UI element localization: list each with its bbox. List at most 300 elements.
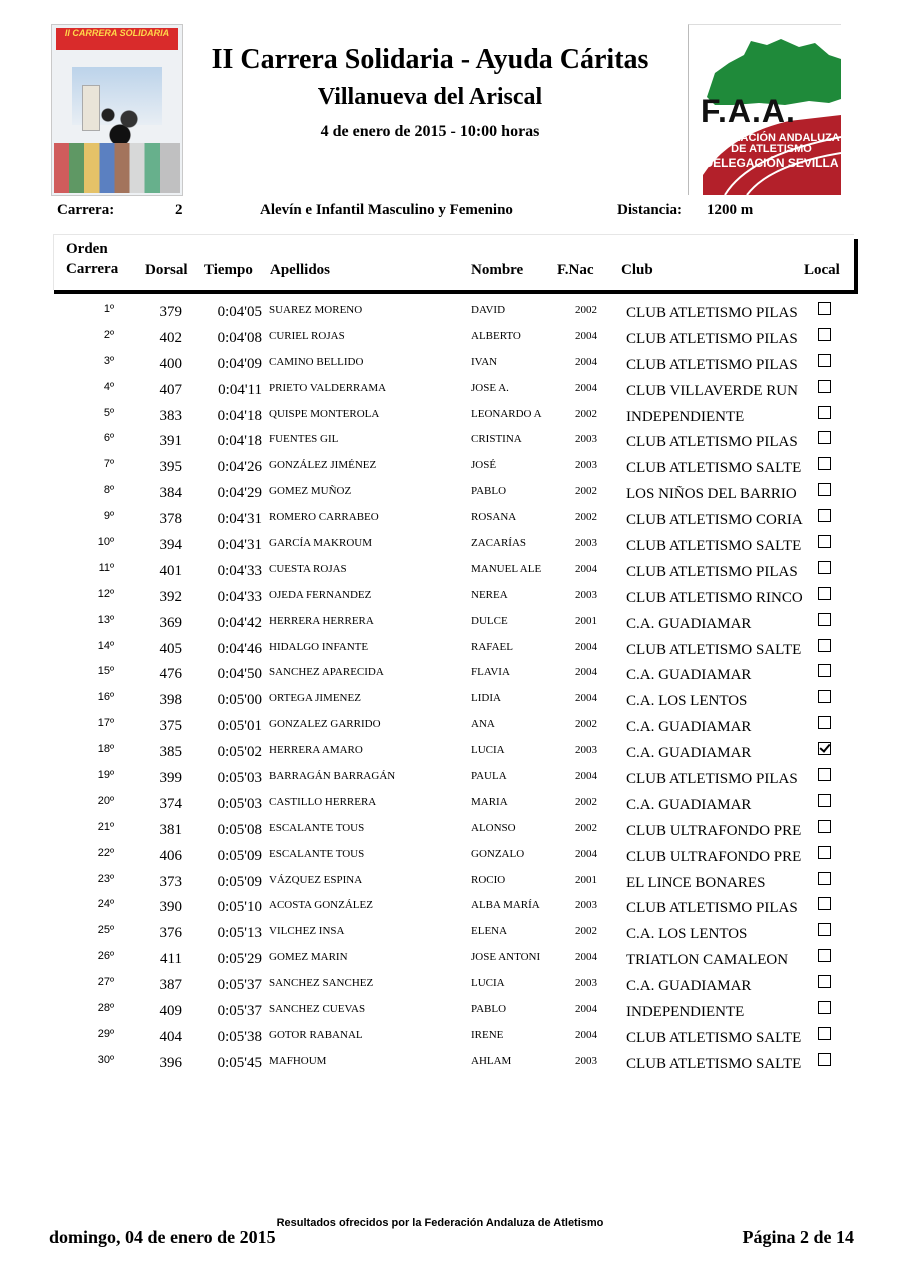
orden-cell: 27º xyxy=(97,976,114,989)
fnac-cell: 2004 xyxy=(575,1028,597,1041)
fnac-cell: 2003 xyxy=(575,977,597,990)
local-checkbox[interactable] xyxy=(818,664,831,677)
tiempo-cell: 0:05'38 xyxy=(217,1028,262,1045)
apellidos-cell: GONZALEZ GARRIDO xyxy=(269,718,381,731)
club-cell: CLUB ATLETISMO PILAS xyxy=(626,434,798,451)
faa-federation-name: FEDERACIÓN ANDALUZA DE ATLETISMO xyxy=(703,132,840,155)
apellidos-cell: PRIETO VALDERRAMA xyxy=(269,381,387,394)
fnac-cell: 2004 xyxy=(575,951,597,964)
tiempo-cell: 0:04'18 xyxy=(217,433,262,450)
orden-cell: 24º xyxy=(97,898,114,911)
dorsal-cell: 396 xyxy=(159,1054,182,1071)
footer-credit: Resultados ofrecidos por la Federación Andaluza de Atletismo xyxy=(276,1217,604,1229)
nombre-cell: ANA xyxy=(471,718,495,731)
fnac-cell: 2003 xyxy=(575,537,597,550)
event-title: II Carrera Solidaria - Ayuda Cáritas xyxy=(211,44,649,75)
carrera-label: Carrera: xyxy=(57,202,115,218)
nombre-cell: NEREA xyxy=(471,588,508,601)
tiempo-cell: 0:04'26 xyxy=(217,459,262,476)
club-cell: CLUB ATLETISMO SALTE xyxy=(626,641,802,658)
table-row xyxy=(0,560,905,586)
apellidos-cell: GONZÁLEZ JIMÉNEZ xyxy=(269,459,377,472)
apellidos-cell: GOMEZ MUÑOZ xyxy=(269,485,352,498)
club-cell: C.A. GUADIAMAR xyxy=(626,796,752,813)
apellidos-cell: MAFHOUM xyxy=(269,1054,327,1067)
orden-cell: 2º xyxy=(103,328,114,341)
fnac-cell: 2003 xyxy=(575,459,597,472)
dorsal-cell: 392 xyxy=(159,588,182,605)
nombre-cell: JOSE A. xyxy=(471,381,509,394)
nombre-cell: IVAN xyxy=(471,355,498,368)
poster-sponsors-grid xyxy=(54,143,180,193)
fnac-cell: 2001 xyxy=(575,614,597,627)
nombre-cell: FLAVIA xyxy=(471,666,510,679)
apellidos-cell: SANCHEZ CUEVAS xyxy=(269,1003,366,1016)
fnac-cell: 2004 xyxy=(575,640,597,653)
tiempo-cell: 0:05'45 xyxy=(217,1054,262,1071)
dorsal-cell: 374 xyxy=(159,795,182,812)
col-club: Club xyxy=(621,262,653,278)
club-cell: CLUB ATLETISMO SALTE xyxy=(626,460,802,477)
club-cell: C.A. LOS LENTOS xyxy=(626,926,748,943)
faa-acronym: F.A.A. xyxy=(701,93,796,129)
table-row xyxy=(0,767,905,793)
apellidos-cell: BARRAGÁN BARRAGÁN xyxy=(269,770,396,783)
dorsal-cell: 399 xyxy=(159,770,182,787)
apellidos-cell: ESCALANTE TOUS xyxy=(269,821,365,834)
nombre-cell: ALONSO xyxy=(471,821,516,834)
apellidos-cell: CURIEL ROJAS xyxy=(269,329,345,342)
local-checkbox[interactable] xyxy=(818,587,831,600)
tiempo-cell: 0:04'42 xyxy=(217,614,262,631)
club-cell: CLUB ULTRAFONDO PRE xyxy=(626,822,802,839)
event-poster-image xyxy=(51,24,183,196)
table-row xyxy=(0,508,905,534)
tiempo-cell: 0:05'10 xyxy=(217,899,262,916)
apellidos-cell: HERRERA HERRERA xyxy=(269,614,374,627)
table-row xyxy=(0,586,905,612)
table-row xyxy=(0,974,905,1000)
orden-cell: 19º xyxy=(97,769,114,782)
tiempo-cell: 0:05'00 xyxy=(217,692,262,709)
nombre-cell: PABLO xyxy=(471,1003,507,1016)
nombre-cell: JOSÉ xyxy=(471,459,497,472)
dorsal-cell: 395 xyxy=(159,459,182,476)
dorsal-cell: 402 xyxy=(159,329,182,346)
nombre-cell: ZACARÍAS xyxy=(471,537,527,550)
table-row xyxy=(0,1026,905,1052)
club-cell: CLUB ATLETISMO PILAS xyxy=(626,900,798,917)
table-row xyxy=(0,663,905,689)
apellidos-cell: ORTEGA JIMENEZ xyxy=(269,692,361,705)
local-checkbox[interactable] xyxy=(818,328,831,341)
fnac-cell: 2003 xyxy=(575,433,597,446)
table-row xyxy=(0,379,905,405)
club-cell: EL LINCE BONARES xyxy=(626,874,766,891)
col-orden-line1: Orden xyxy=(66,241,108,257)
table-row xyxy=(0,922,905,948)
orden-cell: 1º xyxy=(103,303,114,315)
table-row xyxy=(0,741,905,767)
orden-cell: 3º xyxy=(103,354,114,367)
local-checkbox[interactable] xyxy=(818,690,831,703)
dorsal-cell: 384 xyxy=(159,485,182,502)
col-dorsal: Dorsal xyxy=(145,262,188,278)
event-date-time: 4 de enero de 2015 - 10:00 horas xyxy=(320,123,540,140)
apellidos-cell: GOMEZ MARIN xyxy=(269,951,348,964)
table-row xyxy=(0,1000,905,1026)
tiempo-cell: 0:04'50 xyxy=(217,666,262,683)
apellidos-cell: CASTILLO HERRERA xyxy=(269,795,377,808)
orden-cell: 11º xyxy=(98,561,114,574)
col-apellidos: Apellidos xyxy=(270,262,331,278)
local-checkbox[interactable] xyxy=(818,872,831,885)
dorsal-cell: 383 xyxy=(159,407,182,424)
dorsal-cell: 401 xyxy=(159,562,182,579)
dorsal-cell: 411 xyxy=(160,951,182,968)
dorsal-cell: 409 xyxy=(159,1003,182,1020)
apellidos-cell: ACOSTA GONZÁLEZ xyxy=(269,899,373,912)
dorsal-cell: 406 xyxy=(159,847,182,864)
table-row xyxy=(0,430,905,456)
results-table-header xyxy=(53,234,854,290)
local-checkbox[interactable] xyxy=(818,639,831,652)
tiempo-cell: 0:05'13 xyxy=(217,925,262,942)
results-list xyxy=(0,301,905,1078)
dorsal-cell: 379 xyxy=(159,304,182,320)
tiempo-cell: 0:05'29 xyxy=(217,951,262,968)
orden-cell: 10º xyxy=(97,536,114,549)
dorsal-cell: 373 xyxy=(159,873,182,890)
tiempo-cell: 0:04'05 xyxy=(217,304,262,320)
orden-cell: 9º xyxy=(103,510,114,523)
table-row xyxy=(0,456,905,482)
club-cell: CLUB VILLAVERDE RUN xyxy=(626,382,798,399)
footer-date: domingo, 04 de enero de 2015 xyxy=(49,1227,276,1247)
fnac-cell: 2002 xyxy=(575,718,597,731)
table-row xyxy=(0,871,905,897)
local-checkbox[interactable] xyxy=(818,561,831,574)
header-shadow-right xyxy=(854,239,858,293)
nombre-cell: MARIA xyxy=(471,795,508,808)
club-cell: TRIATLON CAMALEON xyxy=(626,952,789,969)
dorsal-cell: 391 xyxy=(159,433,182,450)
faa-logo xyxy=(688,24,841,195)
dorsal-cell: 375 xyxy=(159,718,182,735)
local-checkbox[interactable] xyxy=(818,431,831,444)
local-checkbox[interactable] xyxy=(818,535,831,548)
tiempo-cell: 0:04'31 xyxy=(217,537,262,554)
orden-cell: 5º xyxy=(103,406,114,419)
tiempo-cell: 0:05'37 xyxy=(217,1003,262,1020)
footer-page-number: Página 2 de 14 xyxy=(742,1227,854,1247)
local-checkbox[interactable] xyxy=(818,613,831,626)
dorsal-cell: 394 xyxy=(159,537,182,554)
nombre-cell: LIDIA xyxy=(471,692,501,705)
dorsal-cell: 385 xyxy=(159,744,182,761)
table-row xyxy=(0,1052,905,1078)
club-cell: CLUB ATLETISMO PILAS xyxy=(626,305,798,321)
col-local: Local xyxy=(804,262,840,278)
fnac-cell: 2002 xyxy=(575,925,597,938)
apellidos-cell: SUAREZ MORENO xyxy=(269,304,363,316)
tiempo-cell: 0:04'11 xyxy=(218,381,262,398)
tiempo-cell: 0:04'18 xyxy=(217,407,262,424)
table-row xyxy=(0,689,905,715)
nombre-cell: RAFAEL xyxy=(471,640,513,653)
local-checkbox[interactable] xyxy=(818,1053,831,1066)
nombre-cell: ALBERTO xyxy=(471,329,521,342)
tiempo-cell: 0:04'08 xyxy=(217,329,262,346)
fnac-cell: 2004 xyxy=(575,666,597,679)
dorsal-cell: 407 xyxy=(159,381,182,398)
orden-cell: 7º xyxy=(103,458,114,471)
fnac-cell: 2003 xyxy=(575,744,597,757)
dorsal-cell: 404 xyxy=(159,1028,182,1045)
tiempo-cell: 0:04'09 xyxy=(217,355,262,372)
tiempo-cell: 0:04'31 xyxy=(217,511,262,528)
table-row xyxy=(0,327,905,353)
club-cell: C.A. GUADIAMAR xyxy=(626,615,752,632)
poster-runners xyxy=(90,103,150,143)
tiempo-cell: 0:05'03 xyxy=(217,795,262,812)
fnac-cell: 2002 xyxy=(575,821,597,834)
poster-title: II CARRERA SOLIDARIA xyxy=(56,28,178,50)
nombre-cell: ROCIO xyxy=(471,873,506,886)
dorsal-cell: 381 xyxy=(159,821,182,838)
fnac-cell: 2002 xyxy=(575,795,597,808)
club-cell: CLUB ATLETISMO PILAS xyxy=(626,771,798,788)
club-cell: INDEPENDIENTE xyxy=(626,408,745,425)
fnac-cell: 2004 xyxy=(575,562,597,575)
orden-cell: 16º xyxy=(97,691,114,704)
apellidos-cell: QUISPE MONTEROLA xyxy=(269,407,380,420)
tiempo-cell: 0:05'09 xyxy=(217,873,262,890)
nombre-cell: PAULA xyxy=(471,770,507,783)
orden-cell: 25º xyxy=(97,924,114,937)
local-checkbox[interactable] xyxy=(818,302,831,315)
local-checkbox[interactable] xyxy=(818,354,831,367)
dorsal-cell: 405 xyxy=(159,640,182,657)
tiempo-cell: 0:04'29 xyxy=(217,485,262,502)
tiempo-cell: 0:04'33 xyxy=(217,588,262,605)
local-checkbox[interactable] xyxy=(818,1001,831,1014)
distance-value: 1200 m xyxy=(707,202,754,218)
nombre-cell: CRISTINA xyxy=(471,433,522,446)
club-cell: C.A. GUADIAMAR xyxy=(626,719,752,736)
fnac-cell: 2001 xyxy=(575,873,597,886)
club-cell: CLUB ATLETISMO RINCO xyxy=(626,589,803,606)
fnac-cell: 2003 xyxy=(575,1054,597,1067)
club-cell: CLUB ATLETISMO PILAS xyxy=(626,330,798,347)
orden-cell: 23º xyxy=(97,872,114,885)
nombre-cell: DAVID xyxy=(471,304,506,316)
carrera-number: 2 xyxy=(175,202,183,218)
club-cell: INDEPENDIENTE xyxy=(626,1004,745,1021)
orden-cell: 18º xyxy=(97,743,114,756)
fnac-cell: 2002 xyxy=(575,407,597,420)
tiempo-cell: 0:05'03 xyxy=(217,770,262,787)
nombre-cell: ROSANA xyxy=(471,511,517,524)
col-fnac: F.Nac xyxy=(557,262,594,278)
apellidos-cell: GARCÍA MAKROUM xyxy=(269,537,372,550)
distance-label: Distancia: xyxy=(617,202,682,218)
table-row xyxy=(0,534,905,560)
table-row xyxy=(0,353,905,379)
table-row xyxy=(0,948,905,974)
local-checkbox[interactable] xyxy=(818,975,831,988)
club-cell: C.A. GUADIAMAR xyxy=(626,978,752,995)
table-row xyxy=(0,482,905,508)
dorsal-cell: 369 xyxy=(159,614,182,631)
orden-cell: 12º xyxy=(97,587,114,600)
orden-cell: 6º xyxy=(103,432,114,445)
nombre-cell: LUCIA xyxy=(471,977,505,990)
dorsal-cell: 378 xyxy=(159,511,182,528)
nombre-cell: LUCIA xyxy=(471,744,505,757)
fnac-cell: 2003 xyxy=(575,899,597,912)
fnac-cell: 2004 xyxy=(575,847,597,860)
club-cell: CLUB ATLETISMO SALTE xyxy=(626,1029,802,1046)
nombre-cell: DULCE xyxy=(471,614,508,627)
fnac-cell: 2004 xyxy=(575,329,597,342)
apellidos-cell: VILCHEZ INSA xyxy=(269,925,345,938)
nombre-cell: ALBA MARÍA xyxy=(471,899,540,912)
club-cell: LOS NIÑOS DEL BARRIO xyxy=(626,486,797,503)
fnac-cell: 2003 xyxy=(575,588,597,601)
fnac-cell: 2004 xyxy=(575,770,597,783)
dorsal-cell: 476 xyxy=(159,666,182,683)
orden-cell: 17º xyxy=(97,717,114,730)
local-checkbox[interactable] xyxy=(818,380,831,393)
dorsal-cell: 400 xyxy=(159,355,182,372)
club-cell: C.A. LOS LENTOS xyxy=(626,693,748,710)
club-cell: CLUB ULTRAFONDO PRE xyxy=(626,848,802,865)
local-checkbox[interactable] xyxy=(818,1027,831,1040)
apellidos-cell: HIDALGO INFANTE xyxy=(269,640,369,653)
tiempo-cell: 0:05'01 xyxy=(217,718,262,735)
apellidos-cell: SANCHEZ SANCHEZ xyxy=(269,977,374,990)
fnac-cell: 2004 xyxy=(575,692,597,705)
club-cell: C.A. GUADIAMAR xyxy=(626,745,752,762)
event-location: Villanueva del Ariscal xyxy=(317,84,543,110)
orden-cell: 22º xyxy=(97,846,114,859)
apellidos-cell: OJEDA FERNANDEZ xyxy=(269,588,372,601)
apellidos-cell: ROMERO CARRABEO xyxy=(269,511,379,524)
header-shadow-bottom xyxy=(54,290,858,294)
nombre-cell: AHLAM xyxy=(471,1054,512,1067)
local-checkbox[interactable] xyxy=(818,406,831,419)
club-cell: CLUB ATLETISMO PILAS xyxy=(626,563,798,580)
dorsal-cell: 387 xyxy=(159,977,182,994)
fnac-cell: 2002 xyxy=(575,511,597,524)
nombre-cell: IRENE xyxy=(471,1028,504,1041)
table-row xyxy=(0,715,905,741)
table-row xyxy=(0,405,905,431)
race-category: Alevín e Infantil Masculino y Femenino xyxy=(260,202,513,218)
apellidos-cell: GOTOR RABANAL xyxy=(269,1028,363,1041)
table-row xyxy=(0,612,905,638)
nombre-cell: JOSE ANTONI xyxy=(471,951,541,964)
club-cell: CLUB ATLETISMO CORIA xyxy=(626,512,803,529)
apellidos-cell: ESCALANTE TOUS xyxy=(269,847,365,860)
tiempo-cell: 0:05'09 xyxy=(217,847,262,864)
fnac-cell: 2004 xyxy=(575,355,597,368)
local-checkbox[interactable] xyxy=(818,768,831,781)
local-checkbox[interactable] xyxy=(818,457,831,470)
orden-cell: 13º xyxy=(97,613,114,626)
faa-delegation: DELEGACIÓN SEVILLA xyxy=(704,156,839,170)
apellidos-cell: HERRERA AMARO xyxy=(269,744,363,757)
apellidos-cell: CAMINO BELLIDO xyxy=(269,355,364,368)
orden-cell: 15º xyxy=(97,665,114,678)
table-row xyxy=(0,638,905,664)
table-row xyxy=(0,819,905,845)
dorsal-cell: 390 xyxy=(159,899,182,916)
local-checkbox[interactable] xyxy=(818,949,831,962)
race-info xyxy=(0,202,905,222)
nombre-cell: GONZALO xyxy=(471,847,525,860)
local-checkbox[interactable] xyxy=(818,742,831,755)
tiempo-cell: 0:05'08 xyxy=(217,821,262,838)
orden-cell: 20º xyxy=(97,794,114,807)
orden-cell: 29º xyxy=(97,1027,114,1040)
local-checkbox[interactable] xyxy=(818,897,831,910)
fnac-cell: 2004 xyxy=(575,381,597,394)
nombre-cell: MANUEL ALE xyxy=(471,562,542,575)
club-cell: CLUB ATLETISMO SALTE xyxy=(626,538,802,555)
tiempo-cell: 0:05'37 xyxy=(217,977,262,994)
table-row xyxy=(0,845,905,871)
local-checkbox[interactable] xyxy=(818,923,831,936)
tiempo-cell: 0:05'02 xyxy=(217,744,262,761)
local-checkbox[interactable] xyxy=(818,509,831,522)
local-checkbox[interactable] xyxy=(818,794,831,807)
table-row xyxy=(0,793,905,819)
orden-cell: 21º xyxy=(97,820,114,833)
club-cell: CLUB ATLETISMO PILAS xyxy=(626,356,798,373)
table-row xyxy=(0,896,905,922)
nombre-cell: ELENA xyxy=(471,925,508,938)
orden-cell: 26º xyxy=(97,950,114,963)
local-checkbox[interactable] xyxy=(818,846,831,859)
nombre-cell: PABLO xyxy=(471,485,507,498)
local-checkbox[interactable] xyxy=(818,483,831,496)
nombre-cell: LEONARDO A xyxy=(471,407,542,420)
orden-cell: 4º xyxy=(103,380,114,393)
club-cell: CLUB ATLETISMO SALTE xyxy=(626,1055,802,1072)
local-checkbox[interactable] xyxy=(818,716,831,729)
local-checkbox[interactable] xyxy=(818,820,831,833)
orden-cell: 14º xyxy=(97,639,114,652)
apellidos-cell: VÁZQUEZ ESPINA xyxy=(269,873,363,886)
apellidos-cell: CUESTA ROJAS xyxy=(269,562,347,575)
fnac-cell: 2002 xyxy=(575,485,597,498)
fnac-cell: 2004 xyxy=(575,1003,597,1016)
apellidos-cell: SANCHEZ APARECIDA xyxy=(269,666,384,679)
club-cell: C.A. GUADIAMAR xyxy=(626,667,752,684)
table-row xyxy=(0,301,905,327)
col-nombre: Nombre xyxy=(471,262,524,278)
dorsal-cell: 376 xyxy=(159,925,182,942)
orden-cell: 8º xyxy=(103,484,114,497)
tiempo-cell: 0:04'33 xyxy=(217,562,262,579)
dorsal-cell: 398 xyxy=(159,692,182,709)
apellidos-cell: FUENTES GIL xyxy=(269,433,339,446)
col-tiempo: Tiempo xyxy=(204,262,253,278)
col-orden-line2: Carrera xyxy=(66,261,119,277)
orden-cell: 28º xyxy=(97,1002,114,1015)
